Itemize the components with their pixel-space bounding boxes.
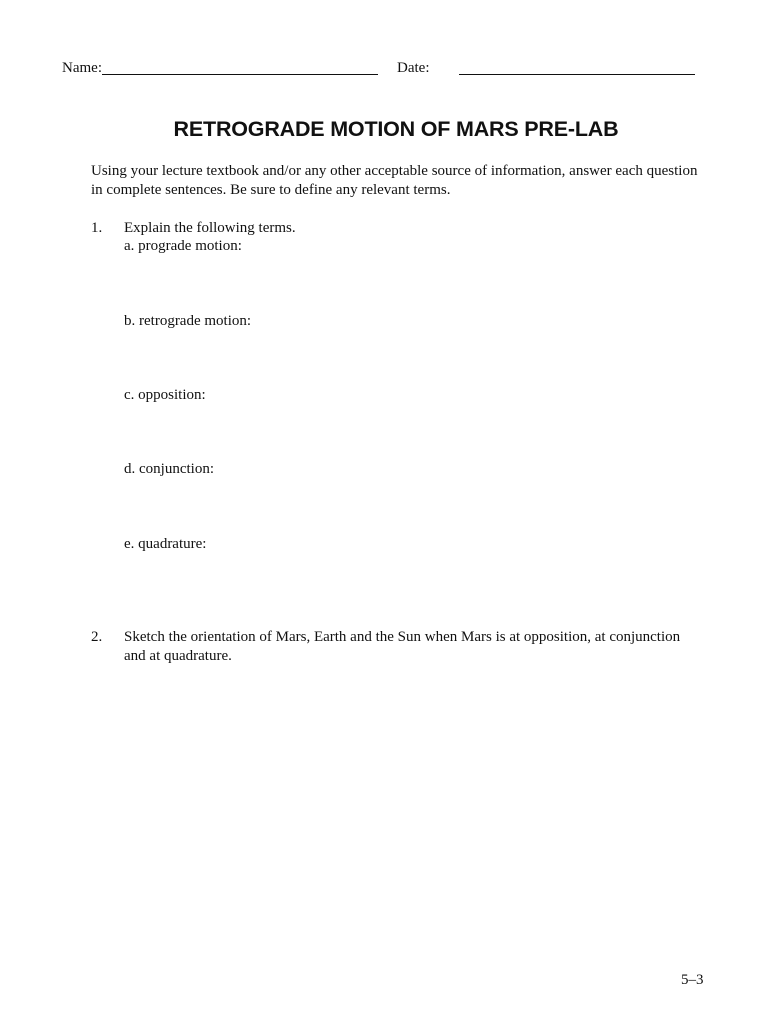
instructions-line-1: Using your lecture textbook and/or any other acceptable source of information, answer each question — [91, 163, 698, 179]
term-opposition: c. opposition: — [124, 387, 206, 403]
instructions-line-2: in complete sentences. Be sure to define any relevant terms. — [91, 182, 451, 198]
name-label: Name: — [62, 60, 102, 76]
name-blank-line — [102, 74, 378, 75]
date-label: Date: — [397, 60, 430, 76]
question-2-number: 2. — [91, 629, 103, 645]
question-1-text: Explain the following terms. — [124, 220, 296, 236]
term-conjunction: d. conjunction: — [124, 461, 214, 477]
date-blank-line — [459, 74, 695, 75]
term-prograde-motion: a. prograde motion: — [124, 238, 242, 254]
term-retrograde-motion: b. retrograde motion: — [124, 313, 252, 329]
question-2-line-1: Sketch the orientation of Mars, Earth and the Sun when Mars is at opposition, at conjunction — [124, 629, 681, 645]
question-2-line-2: and at quadrature. — [124, 648, 232, 664]
page-number: 5–3 — [681, 972, 704, 988]
term-quadrature: e. quadrature: — [124, 536, 207, 552]
question-1-number: 1. — [91, 220, 103, 236]
page-title: RETROGRADE MOTION OF MARS PRE-LAB — [173, 117, 619, 141]
